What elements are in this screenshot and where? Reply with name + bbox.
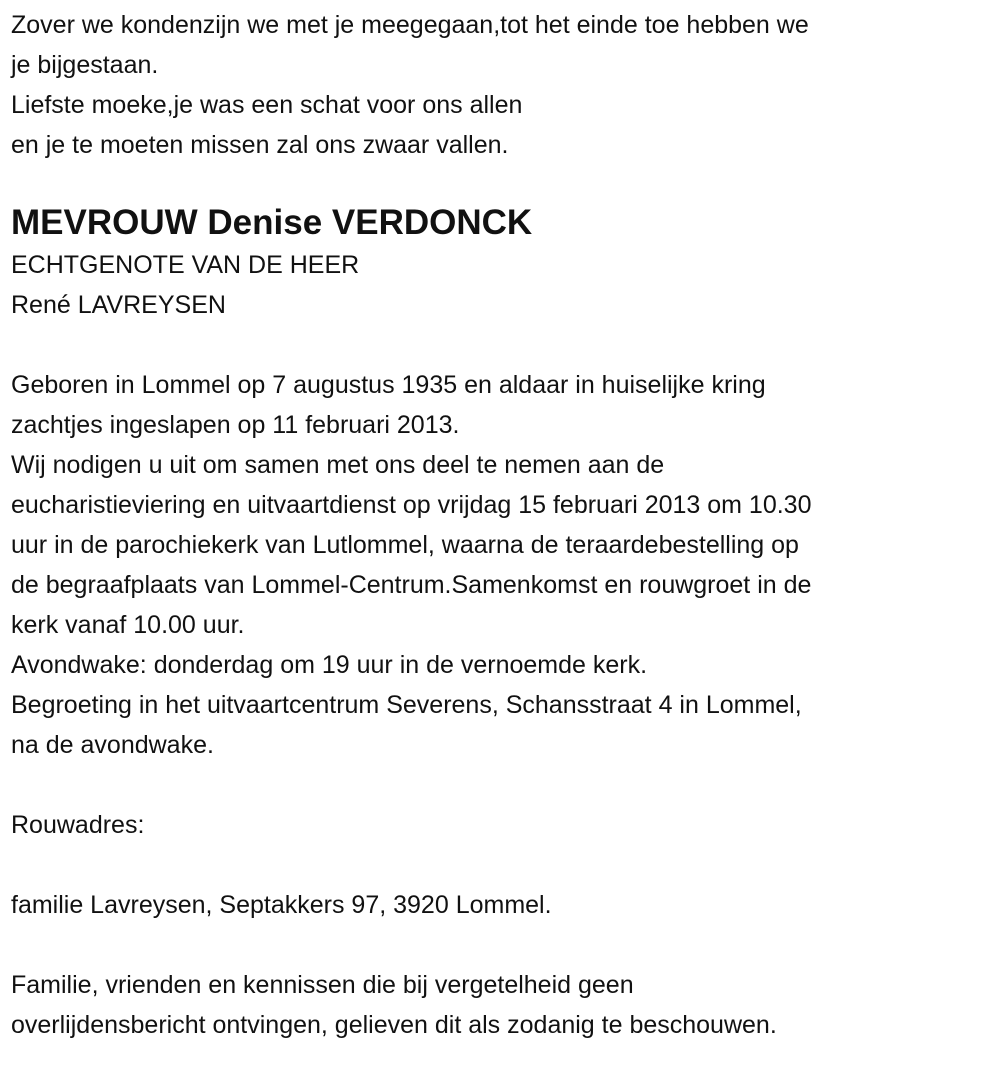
closing-line: overlijdensbericht ontvingen, gelieven dit als zodanig te beschouwen. xyxy=(11,1011,777,1039)
poem-line: je bijgestaan. xyxy=(11,51,159,79)
body-text xyxy=(11,365,1000,765)
body-line: na de avondwake. xyxy=(11,731,214,759)
body-line: Wij nodigen u uit om samen met ons deel te nemen aan de xyxy=(11,451,665,479)
poem-line: en je te moeten missen zal ons zwaar vallen. xyxy=(11,131,509,159)
poem xyxy=(11,5,1000,165)
closing-line: Familie, vrienden en kennissen die bij vergetelheid geen xyxy=(11,971,634,999)
body-line: zachtjes ingeslapen op 11 februari 2013. xyxy=(11,411,460,439)
body-line: Avondwake: donderdag om 19 uur in de vernoemde kerk. xyxy=(11,651,648,679)
deceased-name-title: MEVROUW Denise VERDONCK xyxy=(11,203,533,242)
body-line: kerk vanaf 10.00 uur. xyxy=(11,611,245,639)
body-line: uur in de parochiekerk van Lutlommel, waarna de teraardebestelling op xyxy=(11,531,799,559)
body-line: Begroeting in het uitvaartcentrum Severens, Schansstraat 4 in Lommel, xyxy=(11,691,802,719)
poem-line: Liefste moeke,je was een schat voor ons allen xyxy=(11,91,523,119)
address-label: Rouwadres: xyxy=(11,811,145,839)
subtitle-line: ECHTGENOTE VAN DE HEER xyxy=(11,251,360,279)
mourning-address: familie Lavreysen, Septakkers 97, 3920 Lommel. xyxy=(11,891,552,919)
closing-text xyxy=(11,965,1000,1045)
subtitle-line: René LAVREYSEN xyxy=(11,291,226,319)
spacer xyxy=(11,925,1000,965)
spacer xyxy=(11,325,1000,365)
body-line: eucharistieviering en uitvaartdienst op vrijdag 15 februari 2013 om 10.30 xyxy=(11,491,812,519)
body-line: Geboren in Lommel op 7 augustus 1935 en aldaar in huiselijke kring xyxy=(11,371,766,399)
spacer xyxy=(11,845,1000,885)
poem-line: Zover we kondenzijn we met je meegegaan,tot het einde toe hebben we xyxy=(11,11,809,39)
body-line: de begraafplaats van Lommel-Centrum.Samenkomst en rouwgroet in de xyxy=(11,571,812,599)
spacer xyxy=(11,765,1000,805)
